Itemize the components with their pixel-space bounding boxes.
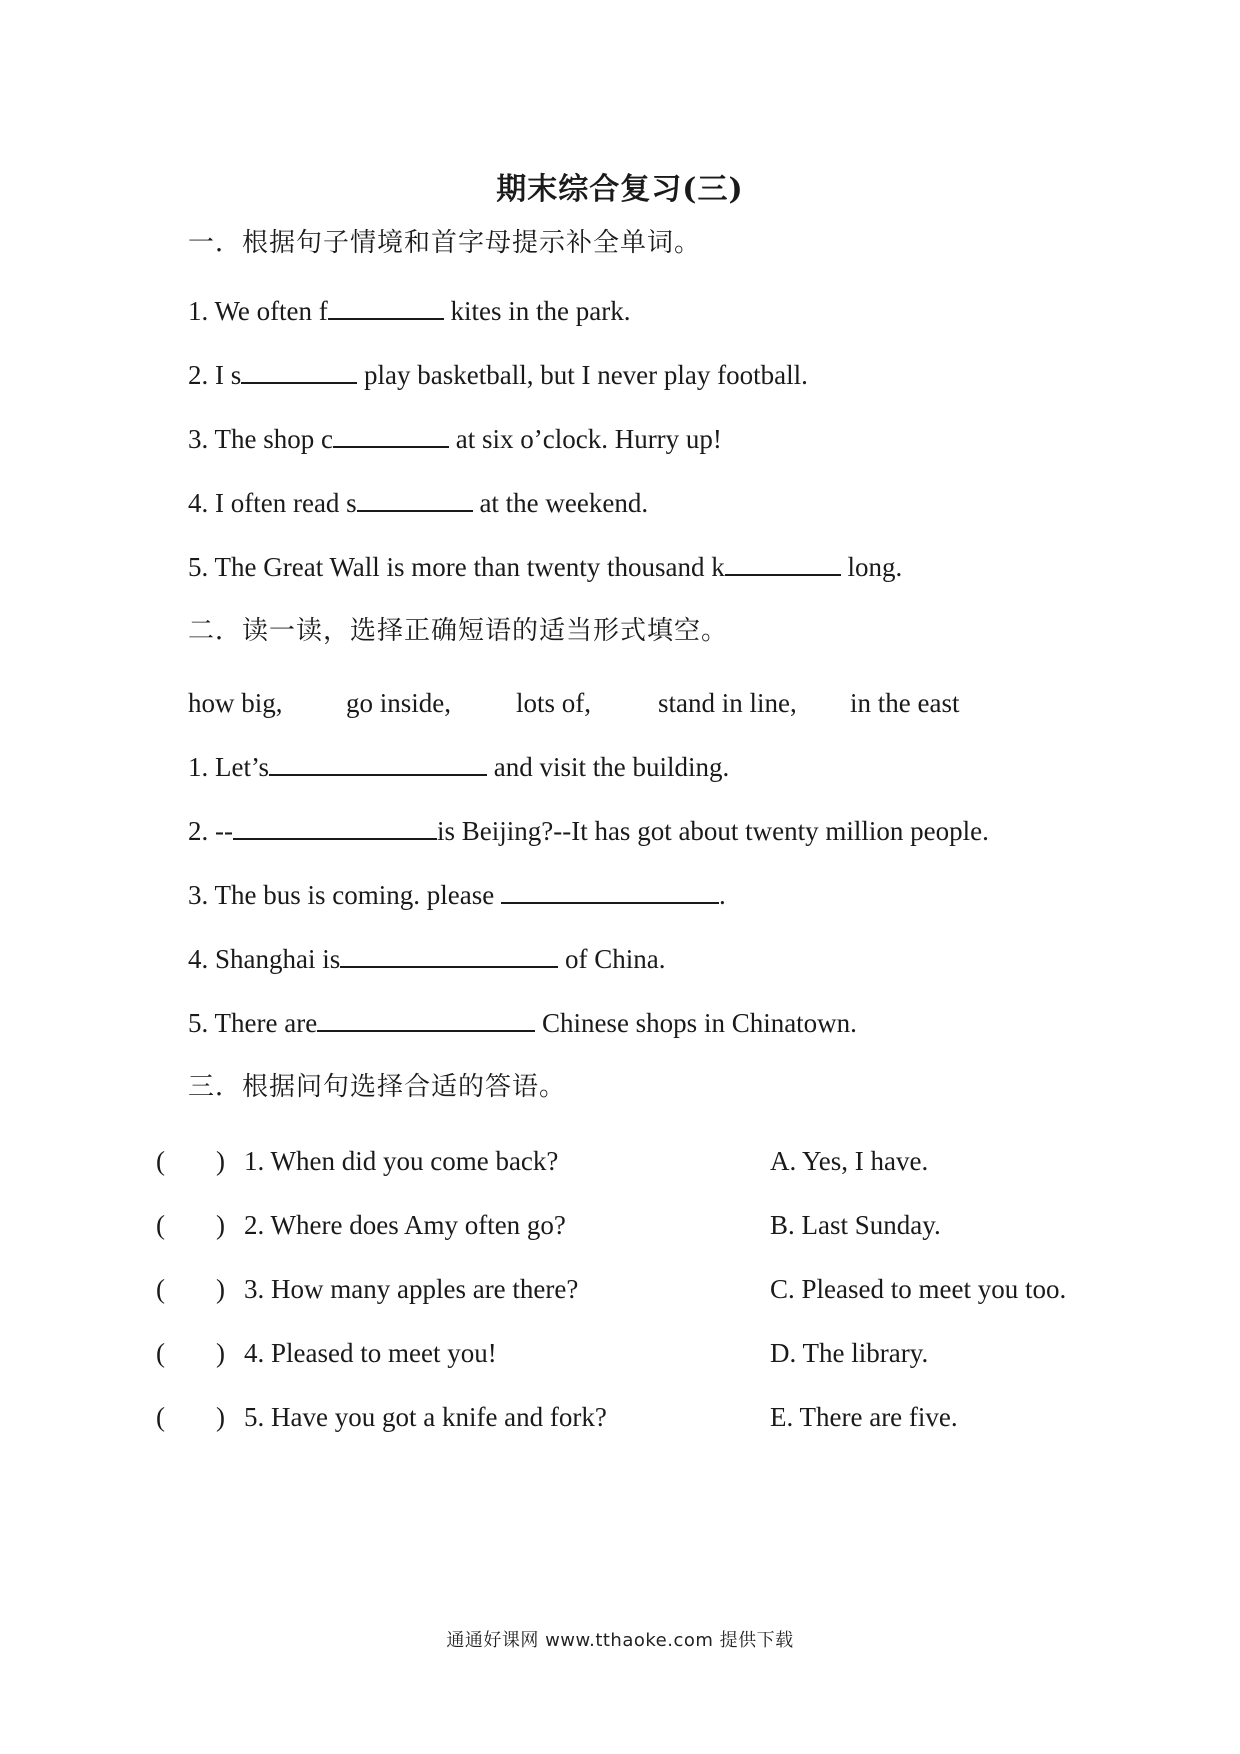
answer-option-a: A. Yes, I have. <box>770 1146 929 1176</box>
question-2: 2. Where does Amy often go? <box>244 1210 566 1240</box>
s2-item-5-before: 5. There are <box>188 1008 318 1038</box>
s2-item-2-after: is Beijing?--It has got about twenty million people. <box>436 816 989 846</box>
s2-item-4-after: of China. <box>558 944 666 974</box>
footer-source: 通通好课网 www.tthaoke.com 提供下载 <box>446 1630 794 1651</box>
answer-paren-open[interactable]: ( <box>156 1402 165 1432</box>
s1-item-4-after: at the weekend. <box>472 488 649 518</box>
s1-item-1-blank[interactable] <box>328 294 444 320</box>
question-3: 3. How many apples are there? <box>244 1274 579 1304</box>
answer-paren-close: ) <box>216 1402 225 1432</box>
s2-item-1 <box>188 750 729 784</box>
match-row-3 <box>0 1272 1240 1312</box>
answer-paren-open[interactable]: ( <box>156 1274 165 1304</box>
phrase-4: stand in line, <box>658 688 797 718</box>
s2-item-3-before: 3. The bus is coming. please <box>188 880 501 910</box>
phrase-1: how big, <box>188 688 283 718</box>
answer-option-c: C. Pleased to meet you too. <box>770 1274 1067 1304</box>
section-3-heading: 三．根据问句选择合适的答语。 <box>188 1072 567 1102</box>
s2-item-2-before: 2. -- <box>188 816 233 846</box>
phrase-2: go inside, <box>346 688 451 718</box>
answer-paren-open[interactable]: ( <box>156 1338 165 1368</box>
s1-item-4 <box>188 486 648 520</box>
s1-item-5-blank[interactable] <box>725 550 841 576</box>
s1-item-5-after: long. <box>840 552 903 582</box>
s1-item-3-before: 3. The shop c <box>188 424 333 454</box>
match-row-4 <box>0 1336 1240 1376</box>
s1-item-1 <box>188 294 631 328</box>
match-row-1 <box>0 1144 1240 1184</box>
answer-option-e: E. There are five. <box>770 1402 958 1432</box>
answer-paren-close: ) <box>216 1274 225 1304</box>
s1-item-5-before: 5. The Great Wall is more than twenty thousand k <box>188 552 725 582</box>
phrase-3: lots of, <box>516 688 592 718</box>
section-2-heading: 二．读一读，选择正确短语的适当形式填空。 <box>188 616 729 646</box>
s2-item-1-after: and visit the building. <box>487 752 730 782</box>
s2-item-3-blank[interactable] <box>501 878 719 904</box>
s1-item-5 <box>188 550 902 584</box>
answer-paren-close: ) <box>216 1210 225 1240</box>
s1-item-2-after: play basketball, but I never play football. <box>357 360 808 390</box>
s1-item-3-after: at six o’clock. Hurry up! <box>448 424 722 454</box>
s1-item-1-after: kites in the park. <box>443 296 631 326</box>
answer-option-b: B. Last Sunday. <box>770 1210 941 1240</box>
phrase-5: in the east <box>850 688 960 718</box>
s1-item-2 <box>188 358 808 392</box>
s2-item-4-blank[interactable] <box>340 942 558 968</box>
s2-item-1-before: 1. Let’s <box>188 752 269 782</box>
match-row-2 <box>0 1208 1240 1248</box>
s1-item-4-blank[interactable] <box>357 486 473 512</box>
section-1-heading: 一．根据句子情境和首字母提示补全单词。 <box>188 228 702 258</box>
s2-item-4 <box>188 942 666 976</box>
s1-item-4-before: 4. I often read s <box>188 488 357 518</box>
s2-item-5 <box>188 1006 857 1040</box>
s1-item-3-blank[interactable] <box>333 422 449 448</box>
s2-item-3-after: . <box>718 880 726 910</box>
answer-paren-open[interactable]: ( <box>156 1146 165 1176</box>
s2-item-2-blank[interactable] <box>233 814 437 840</box>
question-4: 4. Pleased to meet you! <box>244 1338 497 1368</box>
question-5: 5. Have you got a knife and fork? <box>244 1402 607 1432</box>
s2-item-5-blank[interactable] <box>317 1006 535 1032</box>
s2-item-3 <box>188 878 726 912</box>
match-row-5 <box>0 1400 1240 1440</box>
s2-item-2 <box>188 814 989 848</box>
question-1: 1. When did you come back? <box>244 1146 559 1176</box>
answer-paren-close: ) <box>216 1338 225 1368</box>
answer-option-d: D. The library. <box>770 1338 929 1368</box>
s1-item-1-before: 1. We often f <box>188 296 328 326</box>
s2-item-5-after: Chinese shops in Chinatown. <box>535 1008 857 1038</box>
answer-paren-close: ) <box>216 1146 225 1176</box>
s2-item-4-before: 4. Shanghai is <box>188 944 341 974</box>
s1-item-2-blank[interactable] <box>241 358 357 384</box>
s1-item-2-before: 2. I s <box>188 360 242 390</box>
answer-paren-open[interactable]: ( <box>156 1210 165 1240</box>
s2-item-1-blank[interactable] <box>269 750 487 776</box>
page-title: 期末综合复习(三) <box>496 172 744 207</box>
s1-item-3 <box>188 422 722 456</box>
